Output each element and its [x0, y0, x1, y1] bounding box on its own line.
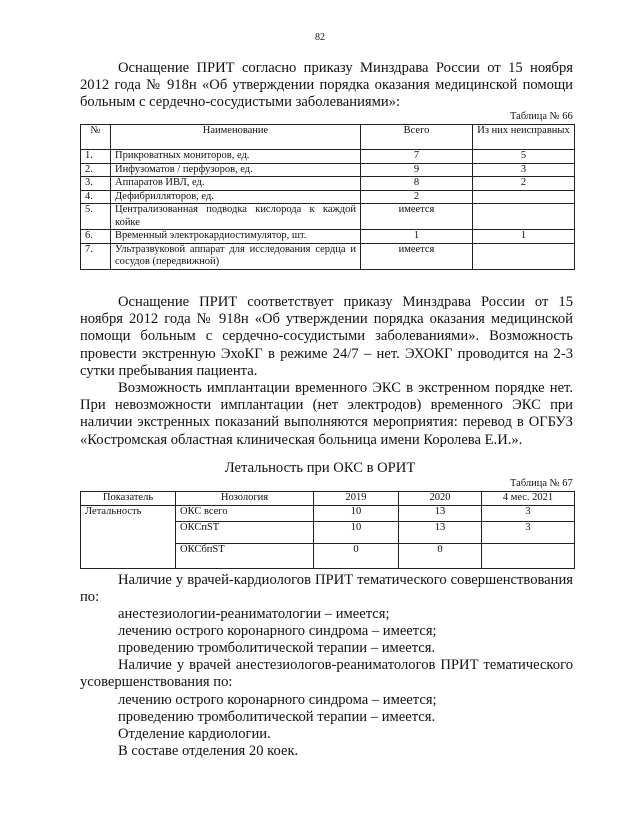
intro-paragraph	[80, 60, 573, 112]
indicator-cell: Летальность	[81, 506, 176, 569]
cardio-item: анестезиологии-реаниматологии – имеется;	[118, 606, 390, 622]
mortality-table	[80, 491, 575, 569]
row-total: 2	[361, 190, 473, 204]
table-row	[81, 243, 575, 269]
row-name: Централизованная подводка кислорода к каждой койке	[111, 204, 361, 230]
cardio-item: лечению острого коронарного синдрома – имеется;	[118, 623, 437, 639]
row-total: 1	[361, 230, 473, 244]
equipment-table	[80, 124, 575, 270]
cardio-lead-text: Наличие у врачей-кардиологов ПРИТ тематического совершенствования по:	[80, 572, 573, 606]
row-faulty	[473, 243, 575, 269]
beds-line: В составе отделения 20 коек.	[118, 743, 299, 759]
col-header-number: №	[81, 125, 111, 150]
row-nosology: ОКСпST	[176, 522, 314, 544]
col-header-2021: 4 мес. 2021	[482, 492, 575, 506]
row-2019: 0	[314, 544, 399, 569]
department-line: Отделение кардиологии.	[118, 726, 271, 742]
intro-text: Оснащение ПРИТ согласно приказу Минздрава России от 15 ноября 2012 года № 918н «Об утверждении порядка оказания медицинской помощи больным с сердечно-сосудистыми заболеваниями»:	[80, 60, 573, 111]
row-2021: 3	[482, 522, 575, 544]
row-number: 3.	[81, 177, 111, 191]
table-row	[81, 163, 575, 177]
table-row	[81, 506, 575, 522]
anest-item: лечению острого коронарного синдрома – имеется;	[118, 692, 437, 708]
row-2021: 3	[482, 506, 575, 522]
row-number: 5.	[81, 204, 111, 230]
table-row	[81, 230, 575, 244]
anest-lead-paragraph	[80, 657, 573, 691]
row-number: 4.	[81, 190, 111, 204]
page-number: 82	[315, 32, 325, 43]
table-header-row	[81, 492, 575, 506]
anest-item: проведению тромболитической терапии – имеется.	[118, 709, 436, 725]
row-2021	[482, 544, 575, 569]
row-2019: 10	[314, 522, 399, 544]
row-faulty: 3	[473, 163, 575, 177]
paragraph-equipment-compliance	[80, 294, 573, 380]
table-row	[81, 177, 575, 191]
row-faulty	[473, 204, 575, 230]
col-header-faulty: Из них неисправных	[473, 125, 575, 150]
row-nosology: ОКС всего	[176, 506, 314, 522]
row-2019: 10	[314, 506, 399, 522]
row-total: имеется	[361, 243, 473, 269]
col-header-indicator: Показатель	[81, 492, 176, 506]
table66-caption: Таблица № 66	[510, 111, 573, 122]
table67-caption: Таблица № 67	[510, 478, 573, 489]
row-number: 1.	[81, 150, 111, 164]
table-row	[81, 190, 575, 204]
row-faulty: 5	[473, 150, 575, 164]
row-nosology: ОКСбпST	[176, 544, 314, 569]
table-row	[81, 150, 575, 164]
col-header-2020: 2020	[399, 492, 482, 506]
col-header-name: Наименование	[111, 125, 361, 150]
row-number: 6.	[81, 230, 111, 244]
row-name: Прикроватных мониторов, ед.	[111, 150, 361, 164]
row-number: 7.	[81, 243, 111, 269]
row-number: 2.	[81, 163, 111, 177]
para3-text: Возможность имплантации временного ЭКС в экстренном порядке нет. При невозможности имплантации (нет электродов) временного ЭКС при наличии экстренных показаний выполняются мероприятия: перевод в ОГБУЗ «Костромская областная клиническая больница имени Королева Е.И.».	[80, 380, 573, 448]
cardio-lead-paragraph	[80, 572, 573, 606]
row-total: имеется	[361, 204, 473, 230]
row-name: Инфузоматов / перфузоров, ед.	[111, 163, 361, 177]
row-total: 9	[361, 163, 473, 177]
row-name: Ультразвуковой аппарат для исследования сердца и сосудов (передвижной)	[111, 243, 361, 269]
col-header-nosology: Нозология	[176, 492, 314, 506]
col-header-total: Всего	[361, 125, 473, 150]
row-name: Временный электрокардиостимулятор, шт.	[111, 230, 361, 244]
row-2020: 13	[399, 522, 482, 544]
paragraph-pacing	[80, 380, 573, 449]
row-faulty: 1	[473, 230, 575, 244]
row-total: 8	[361, 177, 473, 191]
row-2020: 0	[399, 544, 482, 569]
row-name: Аппаратов ИВЛ, ед.	[111, 177, 361, 191]
table-header-row	[81, 125, 575, 150]
table67-title: Летальность при ОКС в ОРИТ	[224, 460, 416, 476]
row-faulty	[473, 190, 575, 204]
row-faulty: 2	[473, 177, 575, 191]
row-total: 7	[361, 150, 473, 164]
para2-text: Оснащение ПРИТ соответствует приказу Минздрава России от 15 ноября 2012 года № 918н «Об утверждении порядка оказания медицинской помощи больным с сердечно-сосудистыми заболеваниями». Возможность провести экстренную ЭхоКГ в режиме 24/7 – нет. ЭХОКГ проводится на 2-3 сутки пребывания пациента.	[80, 294, 573, 379]
row-2020: 13	[399, 506, 482, 522]
col-header-2019: 2019	[314, 492, 399, 506]
anest-lead-text: Наличие у врачей анестезиологов-реаниматологов ПРИТ тематического усовершенствования по:	[80, 657, 573, 691]
cardio-item: проведению тромболитической терапии – имеется.	[118, 640, 436, 656]
row-name: Дефибрилляторов, ед.	[111, 190, 361, 204]
table-row	[81, 204, 575, 230]
